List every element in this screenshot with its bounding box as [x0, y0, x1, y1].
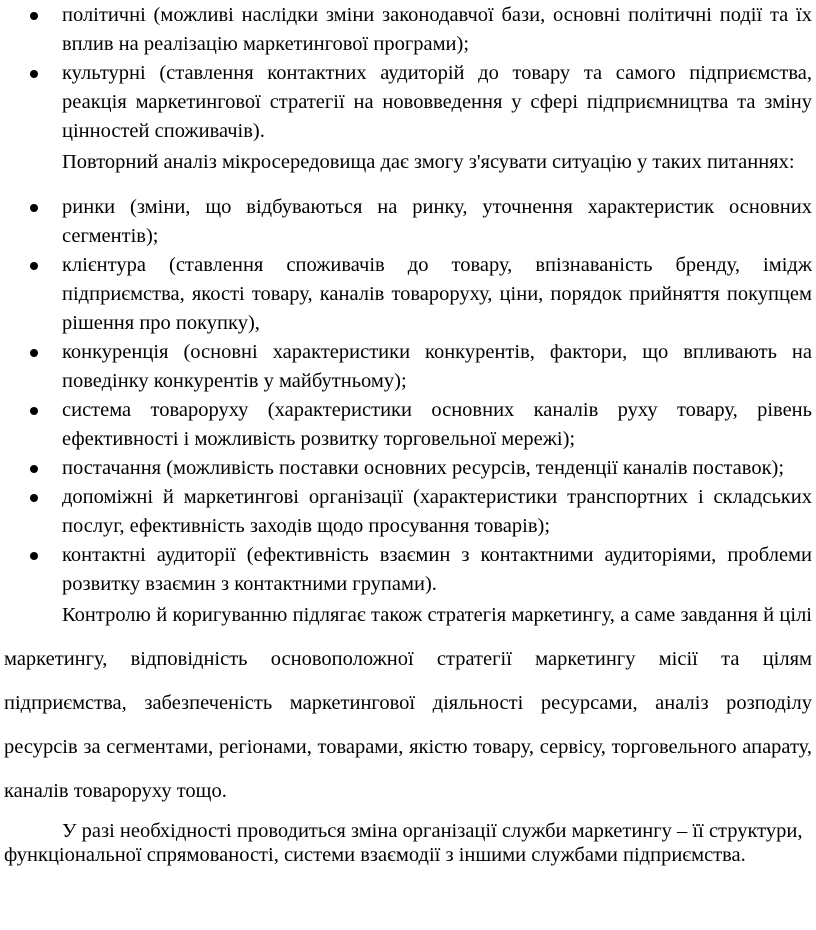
paragraph-strategy-control: Контролю й коригуванню підлягає також стратегія маркетингу, а саме завдання й цілі маркетингу, відповідність основоположної стратегії маркетингу місії та цілям підприємства, забезпеченість маркетингової діяльності ресурсами, аналіз розподілу ресурсів за сегментами, регіонами, товарами, якістю товару, сервісу, торговельного апарату, каналів товароруху тощо.: [4, 604, 812, 802]
bullet-list-micro-factors: [0, 193, 816, 599]
list-item: культурні (ставлення контактних аудиторій до товару та самого підприємства, реакція маркетингової стратегії на нововведення у сфері підприємництва та зміну цінностей споживачів).: [0, 59, 816, 146]
list-item: система товароруху (характеристики основних каналів руху товару, рівень ефективності і можливість розвитку торговельної мережі);: [0, 396, 816, 454]
paragraph-organization-change: У разі необхідності проводиться зміна організації служби маркетингу – її структури, функціональної спрямованості, системи взаємодії з іншими службами підприємства.: [4, 820, 803, 866]
list-item: конкуренція (основні характеристики конкурентів, фактори, що впливають на поведінку конкурентів у майбутньому);: [0, 338, 816, 396]
bullet-list-macro-factors: [0, 1, 816, 146]
list-item: допоміжні й маркетингові організації (характеристики транспортних і складських послуг, ефективність заходів щодо просування товарів);: [0, 483, 816, 541]
list-item: клієнтура (ставлення споживачів до товару, впізнаваність бренду, імідж підприємства, якості товару, каналів товароруху, ціни, порядок прийняття покупцем рішення про покупку),: [0, 251, 816, 338]
list-item: контактні аудиторії (ефективність взаємин з контактними аудиторіями, проблеми розвитку взаємин з контактними групами).: [0, 541, 816, 599]
list-item: політичні (можливі наслідки зміни законодавчої бази, основні політичні події та їх вплив на реалізацію маркетингової програми);: [0, 1, 816, 59]
list-item: постачання (можливість поставки основних ресурсів, тенденції каналів поставок);: [0, 454, 816, 483]
paragraph-microenvironment-analysis: Повторний аналіз мікросередовища дає змогу з'ясувати ситуацію у таких питаннях:: [62, 151, 795, 173]
list-item: ринки (зміни, що відбуваються на ринку, уточнення характеристик основних сегментів);: [0, 193, 816, 251]
